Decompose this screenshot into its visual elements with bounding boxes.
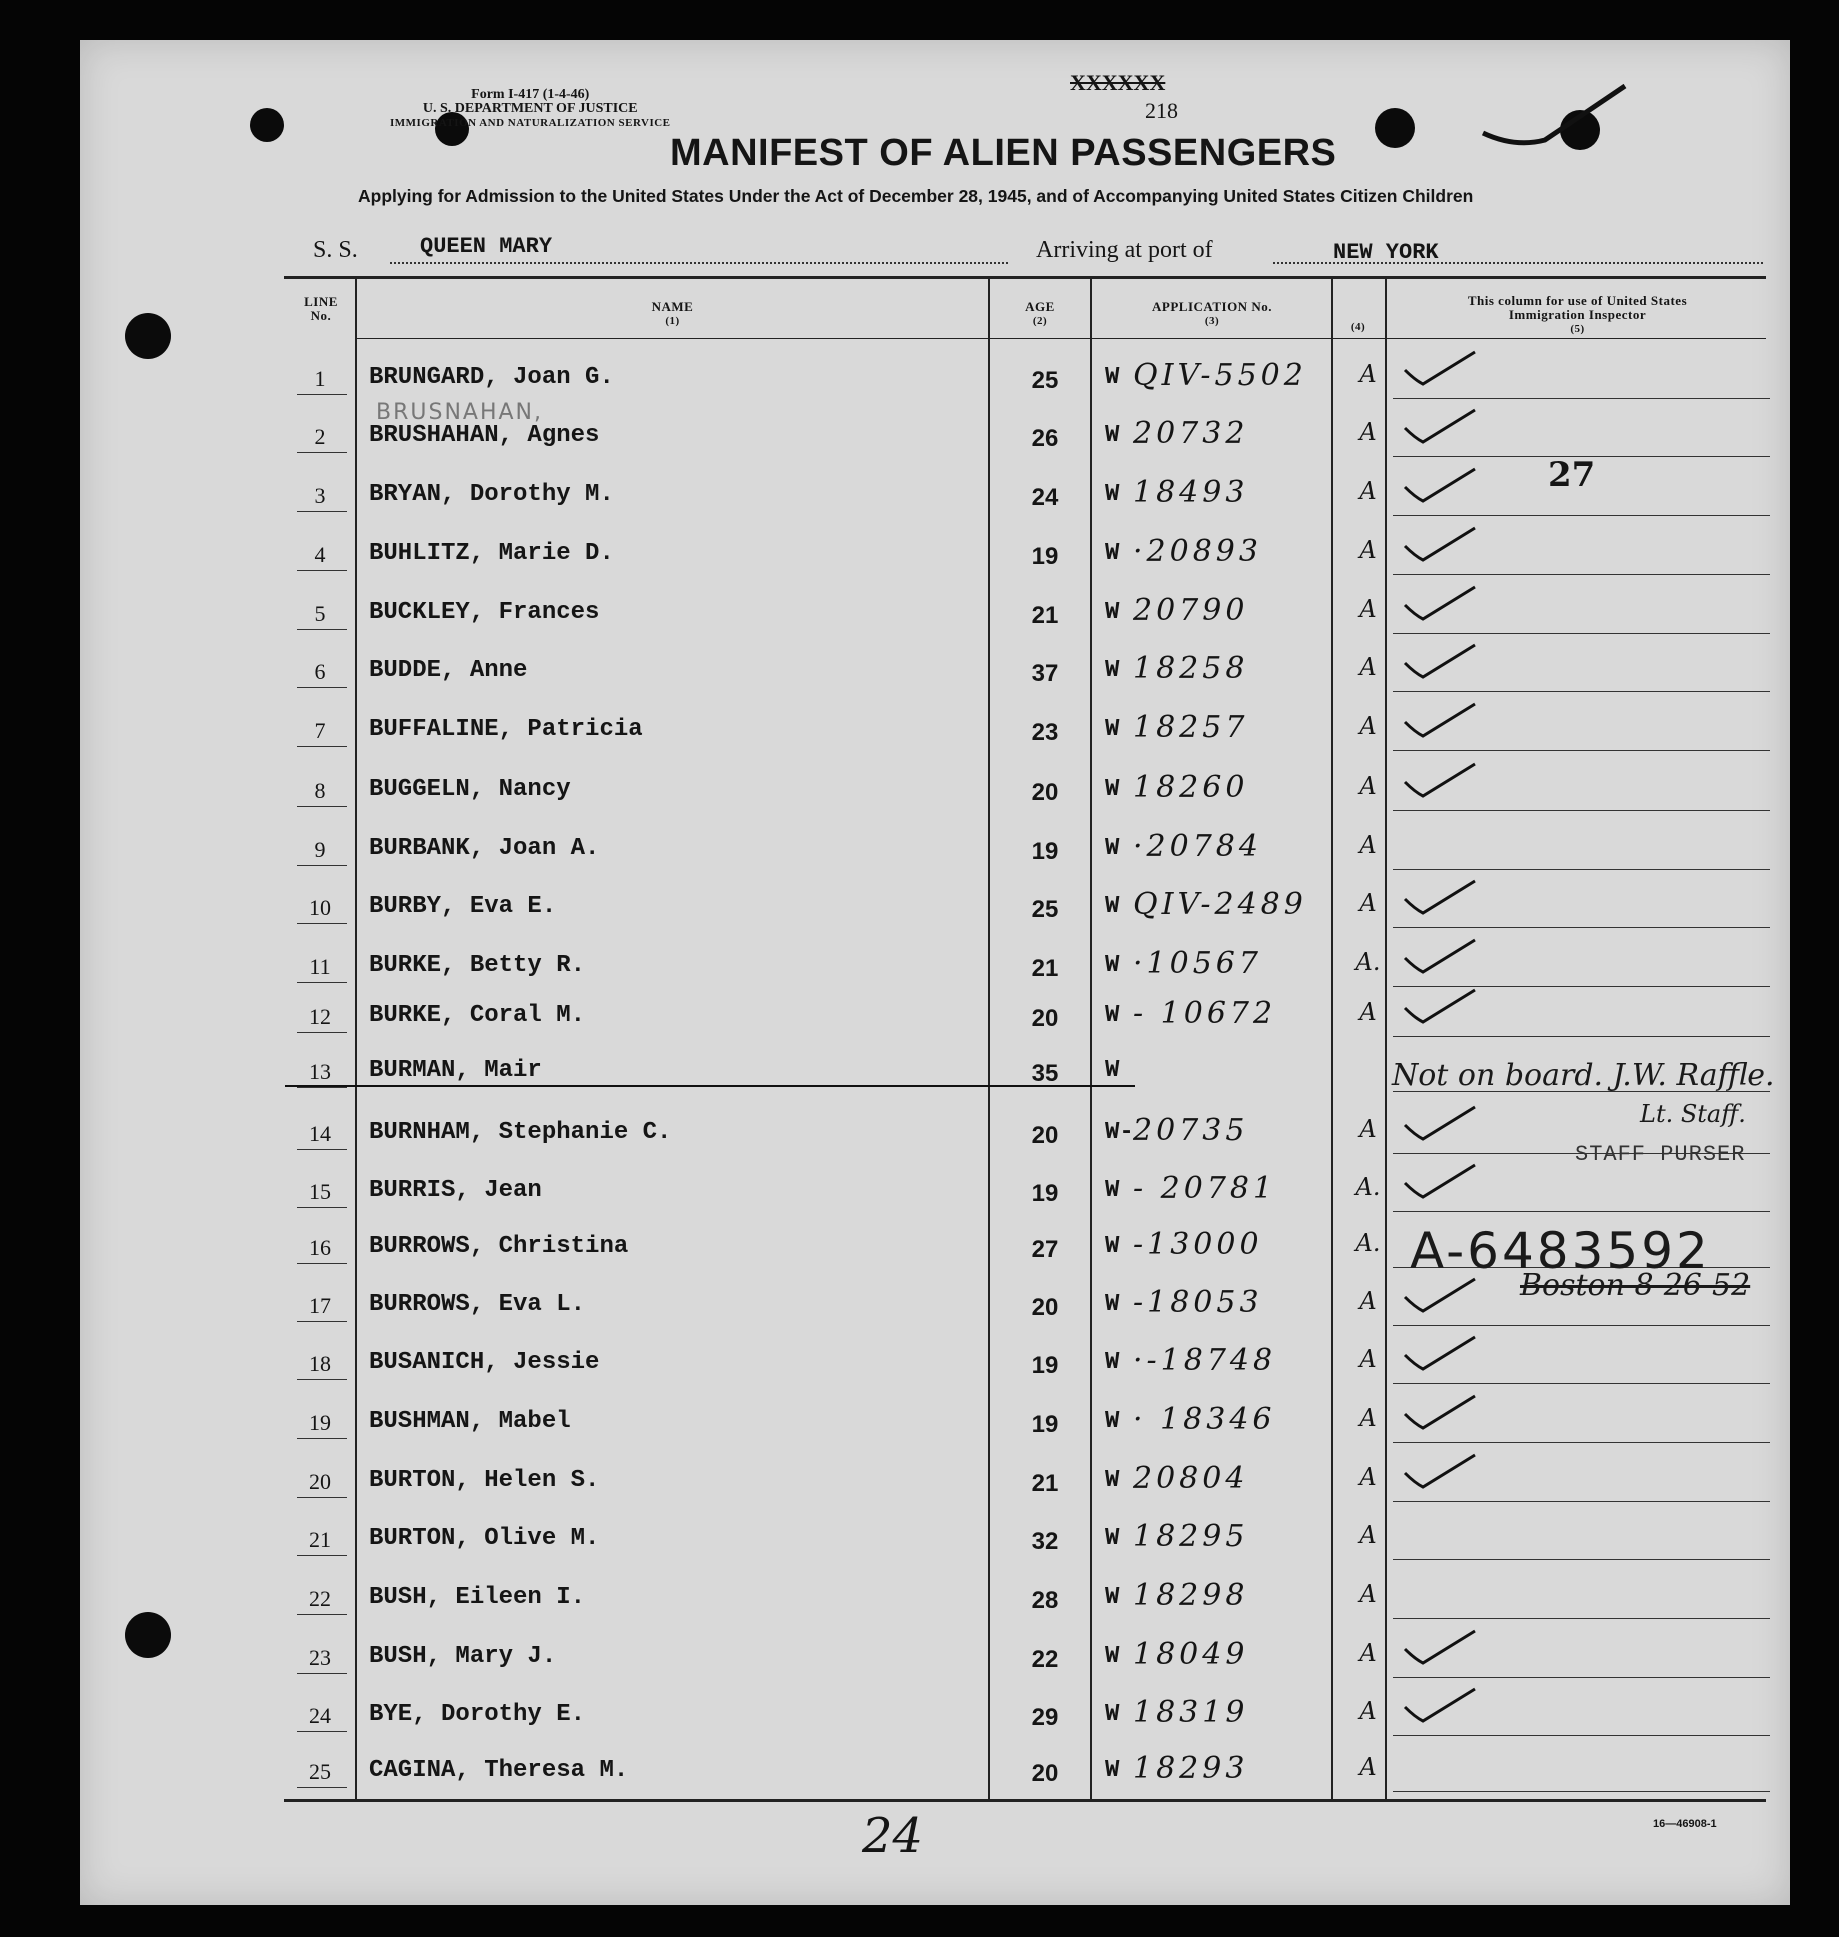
check-mark-icon	[1397, 1105, 1487, 1149]
application-prefix: W	[1105, 1757, 1120, 1784]
passenger-age: 19	[1031, 1411, 1059, 1438]
inspector-rule	[1393, 810, 1770, 811]
line-number: 5	[314, 601, 326, 626]
application-number: 18049	[1133, 1637, 1249, 1672]
line-number: 18	[309, 1351, 331, 1376]
inspector-rule	[1393, 691, 1770, 692]
table-row	[285, 1455, 1770, 1513]
header-rule	[355, 338, 1766, 339]
check-mark-icon	[1397, 350, 1487, 394]
line-number: 8	[314, 778, 326, 803]
passenger-name: BUSANICH, Jessie	[369, 1349, 600, 1376]
line-number: 2	[314, 424, 326, 449]
check-mark-icon	[1397, 585, 1487, 629]
col-header-age: AGE (2)	[1025, 299, 1055, 327]
application-prefix: W	[1105, 540, 1120, 567]
line-number-rule	[297, 1731, 347, 1732]
application-prefix: W	[1105, 657, 1120, 684]
line-number: 6	[314, 659, 326, 684]
application-prefix: W	[1105, 1701, 1120, 1728]
column-4-mark: A	[1359, 595, 1377, 623]
passenger-name: BURKE, Betty R.	[369, 952, 586, 979]
column-4-mark: A	[1359, 1753, 1377, 1781]
line-number-rule	[297, 1614, 347, 1615]
passenger-age: 20	[1031, 1122, 1059, 1149]
application-prefix: W	[1105, 1643, 1120, 1670]
passenger-age: 20	[1031, 1294, 1059, 1321]
line-number-rule	[297, 1555, 347, 1556]
passenger-age: 26	[1031, 425, 1059, 452]
line-number-rule	[297, 1787, 347, 1788]
passenger-name: BURTON, Helen S.	[369, 1467, 600, 1494]
passenger-age: 21	[1031, 955, 1059, 982]
agency-name: U. S. DEPARTMENT OF JUSTICE	[422, 101, 638, 116]
row-13-strikethrough	[285, 1085, 1135, 1087]
col-header-inspector: This column for use of United States Immigration Inspector (5)	[1467, 293, 1688, 335]
passenger-name: BUHLITZ, Marie D.	[369, 540, 614, 567]
staff-purser-stamp: STAFF PURSER	[1575, 1142, 1746, 1167]
passenger-age: 19	[1031, 838, 1059, 865]
check-mark-icon	[1397, 1687, 1487, 1731]
check-mark-icon	[1397, 643, 1487, 687]
table-row	[285, 528, 1770, 586]
check-mark-icon	[1397, 1453, 1487, 1497]
inspector-rule	[1393, 1735, 1770, 1736]
line-number: 13	[309, 1059, 331, 1084]
passenger-name: BURROWS, Christina	[369, 1233, 629, 1260]
line-number: 9	[314, 837, 326, 862]
column-4-mark: A	[1359, 889, 1377, 917]
application-prefix: W	[1105, 1584, 1120, 1611]
passenger-age: 22	[1031, 1646, 1059, 1673]
application-number: 20732	[1133, 416, 1249, 451]
passenger-name: BURBANK, Joan A.	[369, 835, 600, 862]
passenger-name: BURKE, Coral M.	[369, 1002, 586, 1029]
passenger-name: BURRIS, Jean	[369, 1177, 542, 1204]
application-prefix: W	[1105, 1408, 1120, 1435]
application-prefix: W	[1105, 835, 1120, 862]
line-number: 20	[309, 1469, 331, 1494]
line-number-rule	[297, 452, 347, 453]
column-4-mark: A	[1359, 1697, 1377, 1725]
col-header-application: APPLICATION No. (3)	[1152, 299, 1272, 327]
inspector-rule	[1393, 986, 1770, 987]
passenger-age: 19	[1031, 1180, 1059, 1207]
punch-hole	[125, 1612, 171, 1658]
check-mark-icon	[1397, 1629, 1487, 1673]
application-prefix: W	[1105, 1467, 1120, 1494]
line-number-rule	[297, 1497, 347, 1498]
form-header	[390, 88, 671, 130]
column-4-mark: A	[1359, 536, 1377, 564]
line-number-rule	[297, 746, 347, 747]
table-row	[285, 1572, 1770, 1630]
check-mark-icon	[1397, 1163, 1487, 1207]
column-4-mark: A	[1359, 831, 1377, 859]
table-row	[285, 1107, 1770, 1165]
name-correction: BRUSNAHAN,	[376, 400, 543, 425]
inspector-rule	[1393, 1618, 1770, 1619]
passenger-age: 28	[1031, 1587, 1059, 1614]
col-header-name: NAME (1)	[651, 299, 694, 327]
table-row	[285, 1513, 1770, 1571]
column-4-mark: A	[1359, 1580, 1377, 1608]
check-mark-icon	[1397, 879, 1487, 923]
line-number: 11	[309, 954, 331, 979]
inspector-rule	[1393, 1677, 1770, 1678]
table-row	[285, 704, 1770, 762]
line-number-rule	[297, 511, 347, 512]
application-number: · 18346	[1133, 1402, 1276, 1437]
passenger-age: 35	[1031, 1060, 1059, 1087]
check-mark-icon	[1397, 1277, 1487, 1321]
inspector-rule	[1393, 869, 1770, 870]
inspector-rule	[1393, 1442, 1770, 1443]
column-4-mark: A	[1359, 772, 1377, 800]
col-header-line: LINE No.	[304, 294, 338, 323]
application-number: - 10672	[1133, 996, 1277, 1031]
application-prefix: W	[1105, 716, 1120, 743]
inspector-rule	[1393, 1791, 1770, 1792]
passenger-name: BYE, Dorothy E.	[369, 1701, 586, 1728]
application-number: ·20784	[1133, 829, 1262, 864]
line-number: 4	[314, 542, 326, 567]
inspector-rule	[1393, 633, 1770, 634]
check-mark-icon	[1397, 1335, 1487, 1379]
line-number-rule	[297, 1321, 347, 1322]
port-label: Arriving at port of	[1036, 237, 1213, 263]
application-prefix: W	[1105, 1525, 1120, 1552]
check-mark-icon	[1397, 408, 1487, 452]
ship-name: QUEEN MARY	[420, 234, 553, 259]
line-number: 17	[309, 1293, 331, 1318]
application-prefix: W	[1105, 1002, 1120, 1029]
line-number-rule	[297, 865, 347, 866]
passenger-name: BUSH, Eileen I.	[369, 1584, 586, 1611]
line-number-rule	[297, 806, 347, 807]
passenger-age: 25	[1031, 896, 1059, 923]
column-4-mark: A	[1359, 1463, 1377, 1491]
line-number-rule	[297, 629, 347, 630]
stamp-number: XXXXXX	[1070, 70, 1166, 95]
line-number-rule	[297, 923, 347, 924]
application-number: - 20781	[1133, 1171, 1277, 1206]
line-number: 3	[314, 483, 326, 508]
application-number: 18260	[1133, 770, 1249, 805]
line-number-rule	[297, 1379, 347, 1380]
passenger-name: BURNHAM, Stephanie C.	[369, 1119, 672, 1146]
application-prefix: W	[1105, 776, 1120, 803]
line-number-rule	[297, 1149, 347, 1150]
check-mark-icon	[1397, 1394, 1487, 1438]
line-number: 25	[309, 1759, 331, 1784]
application-number: 18319	[1133, 1695, 1249, 1730]
line-number-rule	[297, 570, 347, 571]
table-row	[285, 1745, 1770, 1803]
line-number: 1	[314, 366, 326, 391]
check-mark-icon	[1397, 467, 1487, 511]
column-4-mark: A	[1359, 418, 1377, 446]
column-4-mark: A.	[1355, 948, 1381, 976]
inspector-rule	[1393, 515, 1770, 516]
line-number-rule	[297, 1263, 347, 1264]
application-prefix: W	[1105, 1177, 1120, 1204]
application-number: 20790	[1133, 593, 1249, 628]
passenger-age: 23	[1031, 719, 1059, 746]
passenger-name: BUSH, Mary J.	[369, 1643, 557, 1670]
inspector-count: 27	[1548, 455, 1596, 495]
column-4-mark: A	[1359, 998, 1377, 1026]
column-4-mark: A	[1359, 477, 1377, 505]
table-row	[285, 1689, 1770, 1747]
line-number: 19	[309, 1410, 331, 1435]
column-4-mark: A	[1359, 653, 1377, 681]
port-underline	[1273, 262, 1763, 264]
table-row	[285, 1631, 1770, 1689]
column-4-mark: A	[1359, 1345, 1377, 1373]
table-top-rule	[284, 276, 1766, 279]
inspector-rule	[1393, 1036, 1770, 1037]
check-mark-icon	[1397, 526, 1487, 570]
table-row	[285, 645, 1770, 703]
page-subtitle: Applying for Admission to the United States Under the Act of December 28, 1945, and of Accompanying United States Citizen Children	[358, 186, 1474, 206]
application-prefix: W	[1105, 952, 1120, 979]
line-number-rule	[297, 982, 347, 983]
passenger-name: BRYAN, Dorothy M.	[369, 481, 614, 508]
application-number: ·-18748	[1133, 1343, 1277, 1378]
passenger-age: 29	[1031, 1704, 1059, 1731]
footer-handwritten-number: 24	[862, 1808, 924, 1864]
passenger-name: BRUNGARD, Joan G.	[369, 364, 614, 391]
table-row	[285, 1337, 1770, 1395]
passenger-name: BURTON, Olive M.	[369, 1525, 600, 1552]
passenger-age: 19	[1031, 1352, 1059, 1379]
line-number-rule	[297, 1207, 347, 1208]
application-prefix: W	[1105, 1349, 1120, 1376]
line-number-rule	[297, 1087, 347, 1088]
application-number: ·10567	[1133, 946, 1262, 981]
line-number: 24	[309, 1703, 331, 1728]
passenger-age: 21	[1031, 602, 1059, 629]
application-number: QIV-2489	[1133, 887, 1307, 922]
column-4-mark: A	[1359, 1287, 1377, 1315]
application-number: -13000	[1133, 1227, 1263, 1262]
form-number: Form I-417 (1-4-46)	[471, 87, 590, 102]
punch-hole	[250, 108, 284, 142]
passenger-name: BURBY, Eva E.	[369, 893, 557, 920]
application-prefix: W	[1105, 893, 1120, 920]
passenger-name: BUSHMAN, Mabel	[369, 1408, 571, 1435]
table-row	[285, 881, 1770, 939]
inspector-rule	[1393, 1211, 1770, 1212]
column-4-mark: A	[1359, 1521, 1377, 1549]
line-number: 21	[309, 1527, 331, 1552]
inspector-rule	[1393, 1559, 1770, 1560]
application-number: 18257	[1133, 710, 1249, 745]
application-number: QIV-5502	[1133, 358, 1307, 393]
table-row	[285, 587, 1770, 645]
passenger-age: 21	[1031, 1470, 1059, 1497]
application-prefix: W	[1105, 599, 1120, 626]
line-number: 15	[309, 1179, 331, 1204]
line-number: 16	[309, 1235, 331, 1260]
line-number: 23	[309, 1645, 331, 1670]
application-prefix: W	[1105, 1057, 1120, 1084]
passenger-name: BUCKLEY, Frances	[369, 599, 600, 626]
line-number-rule	[297, 1438, 347, 1439]
inspector-rule	[1393, 1325, 1770, 1326]
passenger-name: CAGINA, Theresa M.	[369, 1757, 629, 1784]
line-number-rule	[297, 687, 347, 688]
application-number: 18298	[1133, 1578, 1249, 1613]
column-4-mark: A	[1359, 360, 1377, 388]
application-prefix: W	[1105, 364, 1120, 391]
agency-subname: IMMIGRATION AND NATURALIZATION SERVICE	[390, 117, 671, 129]
column-4-mark: A	[1359, 1115, 1377, 1143]
table-row	[285, 823, 1770, 881]
check-mark-icon	[1397, 702, 1487, 746]
check-mark-icon	[1397, 938, 1487, 982]
punch-hole	[125, 313, 171, 359]
line-number: 10	[309, 895, 331, 920]
column-4-mark: A	[1359, 1639, 1377, 1667]
table-row	[285, 990, 1770, 1048]
page-title: MANIFEST OF ALIEN PASSENGERS	[670, 132, 1337, 174]
check-mark-icon	[1397, 988, 1487, 1032]
application-prefix: W	[1105, 422, 1120, 449]
inspector-rule	[1393, 574, 1770, 575]
passenger-age: 20	[1031, 1005, 1059, 1032]
line-number: 12	[309, 1004, 331, 1029]
passenger-age: 27	[1031, 1236, 1059, 1263]
check-mark-icon	[1397, 762, 1487, 806]
passenger-age: 20	[1031, 1760, 1059, 1787]
passenger-age: 25	[1031, 367, 1059, 394]
column-4-mark: A.	[1355, 1173, 1381, 1201]
passenger-name: BUGGELN, Nancy	[369, 776, 571, 803]
table-row	[285, 1165, 1770, 1223]
application-number: 18295	[1133, 1519, 1249, 1554]
passenger-age: 32	[1031, 1528, 1059, 1555]
inspector-rule	[1393, 1501, 1770, 1502]
port-name: NEW YORK	[1333, 240, 1439, 265]
application-number: -18053	[1133, 1285, 1263, 1320]
application-number: ·20893	[1133, 534, 1262, 569]
application-prefix: W	[1105, 1233, 1120, 1260]
passenger-name: BUFFALINE, Patricia	[369, 716, 643, 743]
footer-print-code: 16—46908-1	[1653, 1818, 1717, 1830]
application-number: 18258	[1133, 651, 1249, 686]
ship-underline	[390, 262, 1008, 264]
inspector-rule	[1393, 398, 1770, 399]
inspector-rule	[1393, 927, 1770, 928]
passenger-age: 19	[1031, 543, 1059, 570]
alien-registration-number: A-6483592	[1410, 1222, 1711, 1280]
column-4-mark: A	[1359, 712, 1377, 740]
table-row	[285, 1396, 1770, 1454]
line-number: 14	[309, 1121, 331, 1146]
line-number: 22	[309, 1586, 331, 1611]
passenger-age: 37	[1031, 660, 1059, 687]
check-mark-icon	[1475, 78, 1635, 158]
line-number-rule	[297, 1032, 347, 1033]
inspector-rule	[1393, 750, 1770, 751]
passenger-age: 20	[1031, 779, 1059, 806]
application-number: 20804	[1133, 1461, 1249, 1496]
inspector-rule	[1393, 1383, 1770, 1384]
ship-label: S. S.	[313, 237, 358, 263]
application-prefix: W-	[1105, 1119, 1134, 1146]
application-number: 18293	[1133, 1751, 1249, 1786]
page-number: 218	[1145, 98, 1178, 123]
application-number: 20735	[1133, 1113, 1249, 1148]
application-prefix: W	[1105, 481, 1120, 508]
passenger-name: BRUSHAHAN, Agnes	[369, 422, 600, 449]
column-4-mark: A.	[1355, 1229, 1381, 1257]
passenger-name: BURROWS, Eva L.	[369, 1291, 586, 1318]
passenger-age: 24	[1031, 484, 1059, 511]
application-prefix: W	[1105, 1291, 1120, 1318]
table-row	[285, 764, 1770, 822]
line-number-rule	[297, 1673, 347, 1674]
application-number: 18493	[1133, 475, 1249, 510]
passenger-name: BURMAN, Mair	[369, 1057, 542, 1084]
boston-note: Boston 8-26-52	[1520, 1268, 1751, 1303]
line-number-rule	[297, 394, 347, 395]
passenger-name: BUDDE, Anne	[369, 657, 528, 684]
not-on-board-note-2: Lt. Staff.	[1640, 1100, 1746, 1128]
col-header-4: (4)	[1350, 321, 1366, 333]
line-number: 7	[314, 718, 326, 743]
punch-hole	[1375, 108, 1415, 148]
not-on-board-note: Not on board. J.W. Raffle.	[1392, 1058, 1775, 1093]
column-4-mark: A	[1359, 1404, 1377, 1432]
